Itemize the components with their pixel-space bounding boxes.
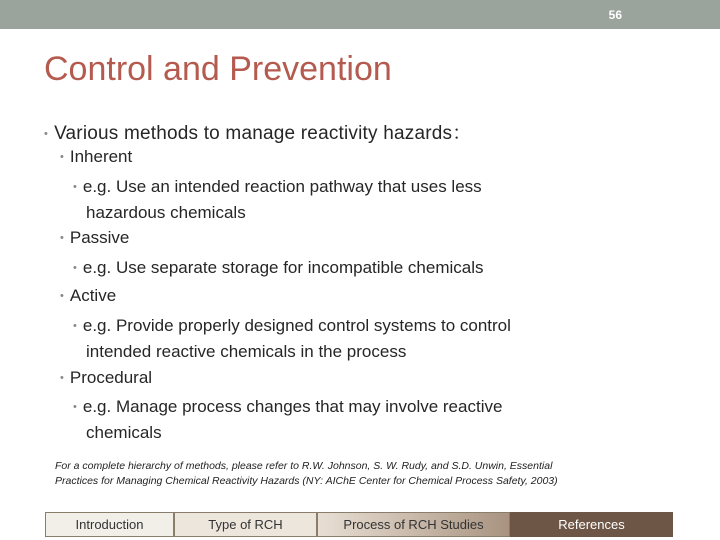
example-inherent [73,175,646,225]
example-procedural [73,395,646,445]
example-active [73,314,646,364]
example-line: hazardous chemicals [86,203,246,222]
bullet-icon: • [60,372,64,384]
bullet-procedural [60,368,152,388]
example-passive [73,256,646,282]
main-bullet [44,118,471,145]
bullet-label: Inherent [69,147,133,166]
bullet-icon: • [44,128,49,140]
bullet-inherent [60,147,132,167]
bullet-icon: • [73,181,77,193]
bullet-icon: • [60,232,64,244]
bullet-icon: • [60,290,64,302]
example-line: e.g. Provide properly designed control systems to control [82,316,511,335]
nav-introduction-button[interactable]: Introduction [45,512,174,537]
example-line: e.g. Use separate storage for incompatible chemicals [82,258,484,277]
nav-type-of-rch-button[interactable]: Type of RCH [174,512,317,537]
navigation-bar [45,512,673,537]
main-bullet-text: Various methods to manage reactivity hazards： [54,123,472,144]
bullet-label: Passive [69,228,130,247]
reference-line: For a complete hierarchy of methods, please refer to R.W. Johnson, S. W. Rudy, and S.D. Unwin, Essential [55,460,553,472]
bullet-icon: • [73,401,77,413]
example-line: e.g. Use an intended reaction pathway that uses less [82,177,482,196]
bullet-icon: • [73,320,77,332]
bullet-label: Procedural [69,368,153,387]
nav-process-of-rch-button[interactable]: Process of RCH Studies [317,512,510,537]
bullet-icon: • [73,262,77,274]
slide-title: Control and Prevention [44,50,392,88]
bullet-passive [60,228,129,248]
example-line: intended reactive chemicals in the process [86,342,407,361]
bullet-icon: • [60,151,64,163]
example-line: chemicals [86,423,162,442]
bullet-label: Active [69,286,117,305]
bullet-active [60,286,116,306]
page-number: 56 [608,8,622,22]
nav-references-button[interactable]: References [510,512,673,537]
reference-line: Practices for Managing Chemical Reactivity Hazards (NY: AIChE Center for Chemical Process Safety, 2003) [55,475,558,487]
example-line: e.g. Manage process changes that may involve reactive [82,397,503,416]
reference-note [55,459,675,489]
slide-header-bar [0,0,720,29]
